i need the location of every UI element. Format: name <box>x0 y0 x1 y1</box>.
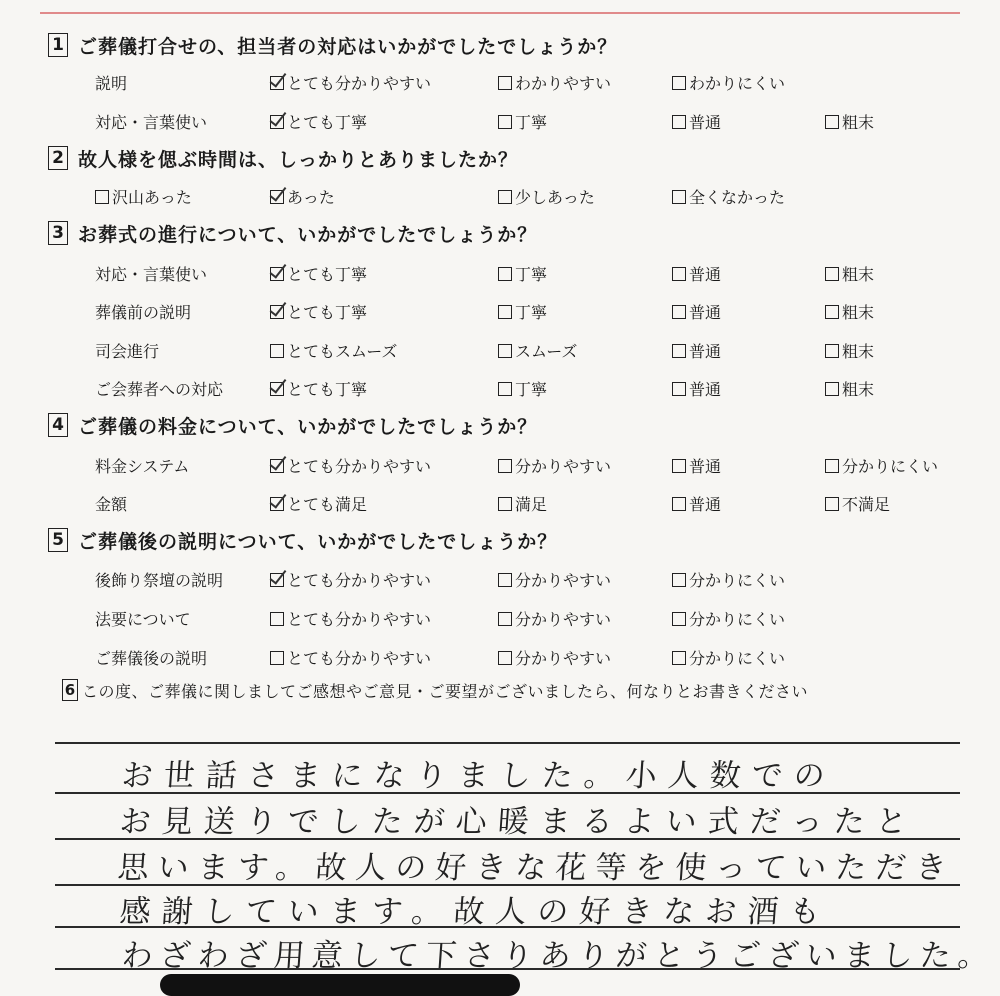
option[interactable]: とても満足 <box>270 492 367 515</box>
row-label: 金額 <box>95 495 128 514</box>
row-label: 後飾り祭壇の説明 <box>95 571 224 590</box>
row-label: 説明 <box>95 74 128 93</box>
answer-row <box>0 335 1000 365</box>
option[interactable]: 粗末 <box>825 339 874 362</box>
checkbox[interactable] <box>672 382 686 396</box>
question-text: 故人様を偲ぶ時間は、しっかりとありましたか？ <box>78 148 519 171</box>
option[interactable]: とても分かりやすい <box>270 454 431 477</box>
checked-checkbox[interactable] <box>270 382 284 396</box>
handwritten-line: お世話さまになりました。小人数での <box>120 758 838 794</box>
checkbox[interactable] <box>95 190 109 204</box>
question-number: 4 <box>48 413 68 437</box>
checkbox[interactable] <box>825 305 839 319</box>
checkbox[interactable] <box>672 612 686 626</box>
option[interactable]: 分かりにくい <box>672 646 785 669</box>
checked-checkbox[interactable] <box>270 305 284 319</box>
checkbox[interactable] <box>270 612 284 626</box>
option[interactable]: 分かりにくい <box>825 454 938 477</box>
row-label: 司会進行 <box>95 342 160 361</box>
answer-row <box>0 106 1000 136</box>
option[interactable]: 粗末 <box>825 262 874 285</box>
option[interactable]: 分かりにくい <box>672 607 785 630</box>
option[interactable]: 分かりにくい <box>672 568 785 591</box>
option[interactable]: 丁寧 <box>498 377 547 400</box>
row-label: 法要について <box>95 610 191 629</box>
question-5 <box>48 525 557 555</box>
option[interactable]: 満足 <box>498 492 547 515</box>
question-number: 2 <box>48 146 68 170</box>
option[interactable]: とてもスムーズ <box>270 339 397 362</box>
question-2 <box>48 143 518 173</box>
question-text: この度、ご葬儀に関しましてご感想やご意見・ご要望がございましたら、何なりとお書きください <box>82 681 809 701</box>
row-label: 葬儀前の説明 <box>95 303 192 322</box>
checkbox[interactable] <box>270 651 284 665</box>
answer-row <box>0 67 1000 97</box>
option[interactable]: 粗末 <box>825 110 874 133</box>
checkbox[interactable] <box>672 305 686 319</box>
option[interactable]: 普通 <box>672 262 721 285</box>
option[interactable]: 分かりやすい <box>498 568 611 591</box>
row-label: 対応・言葉使い <box>95 265 208 284</box>
checkbox[interactable] <box>498 115 512 129</box>
question-text: お葬式の進行について、いかがでしたでしょうか？ <box>78 223 538 246</box>
checkbox[interactable] <box>672 267 686 281</box>
checked-checkbox[interactable] <box>270 459 284 473</box>
option[interactable]: 分かりやすい <box>498 646 611 669</box>
question-number: 5 <box>48 528 68 552</box>
checkbox[interactable] <box>825 115 839 129</box>
question-number: 1 <box>48 33 68 57</box>
checkbox[interactable] <box>825 267 839 281</box>
row-label: ご会葬者への対応 <box>95 380 224 399</box>
handwritten-line: お見送りでしたが心暖まるよい式だったと <box>118 804 920 840</box>
option[interactable]: とても分かりやすい <box>270 568 431 591</box>
checkbox[interactable] <box>498 267 512 281</box>
option[interactable]: 普通 <box>672 377 721 400</box>
checkbox[interactable] <box>498 76 512 90</box>
checkbox[interactable] <box>672 115 686 129</box>
checkbox[interactable] <box>672 344 686 358</box>
checkbox[interactable] <box>672 497 686 511</box>
checkbox[interactable] <box>825 459 839 473</box>
checked-checkbox[interactable] <box>270 497 284 511</box>
option[interactable]: 普通 <box>672 454 721 477</box>
question-text: ご葬儀打合せの、担当者の対応はいかがでしたでしょうか？ <box>78 35 618 58</box>
checkbox[interactable] <box>825 497 839 511</box>
writing-line <box>55 742 960 744</box>
answer-row <box>0 181 1000 211</box>
checkbox[interactable] <box>498 459 512 473</box>
checkbox[interactable] <box>498 612 512 626</box>
checkbox[interactable] <box>498 190 512 204</box>
checkbox[interactable] <box>498 573 512 587</box>
option[interactable]: とても丁寧 <box>270 262 367 285</box>
checkbox[interactable] <box>672 651 686 665</box>
checked-checkbox[interactable] <box>270 190 284 204</box>
checked-checkbox[interactable] <box>270 115 284 129</box>
top-red-rule <box>40 12 960 14</box>
question-number: 3 <box>48 221 68 245</box>
option[interactable]: 沢山あった <box>95 185 192 208</box>
option[interactable]: 普通 <box>672 492 721 515</box>
checkbox[interactable] <box>498 497 512 511</box>
answer-row <box>0 373 1000 403</box>
checkbox[interactable] <box>270 344 284 358</box>
question-6 <box>62 675 808 705</box>
checkbox[interactable] <box>498 382 512 396</box>
checked-checkbox[interactable] <box>270 267 284 281</box>
row-label: 対応・言葉使い <box>95 113 208 132</box>
option[interactable]: 分かりやすい <box>498 454 611 477</box>
row-label: ご葬儀後の説明 <box>95 649 208 668</box>
option[interactable]: 粗末 <box>825 300 874 323</box>
option[interactable]: とても分かりやすい <box>270 71 431 94</box>
option[interactable]: とても丁寧 <box>270 300 367 323</box>
answer-row <box>0 564 1000 594</box>
option[interactable]: 丁寧 <box>498 110 547 133</box>
scan-shadow <box>160 974 520 996</box>
question-3 <box>48 218 537 248</box>
option[interactable]: 粗末 <box>825 377 874 400</box>
checkbox[interactable] <box>672 573 686 587</box>
option[interactable]: とても分かりやすい <box>270 646 431 669</box>
option[interactable]: とても丁寧 <box>270 377 367 400</box>
handwritten-line: わざわざ用意して下さりありがとうございました。 <box>120 938 998 974</box>
checkbox[interactable] <box>672 190 686 204</box>
option[interactable]: 普通 <box>672 110 721 133</box>
checkbox[interactable] <box>498 344 512 358</box>
checked-checkbox[interactable] <box>270 76 284 90</box>
option[interactable]: 丁寧 <box>498 300 547 323</box>
option[interactable]: スムーズ <box>498 339 577 362</box>
answer-row <box>0 296 1000 326</box>
option[interactable]: とても分かりやすい <box>270 607 431 630</box>
answer-row <box>0 450 1000 480</box>
option[interactable]: 分かりやすい <box>498 607 611 630</box>
option[interactable]: 少しあった <box>498 185 595 208</box>
answer-row <box>0 488 1000 518</box>
option[interactable]: 丁寧 <box>498 262 547 285</box>
checked-checkbox[interactable] <box>270 573 284 587</box>
checkbox[interactable] <box>498 305 512 319</box>
question-number: 6 <box>62 679 78 701</box>
option[interactable]: 全くなかった <box>672 185 785 208</box>
option[interactable]: わかりにくい <box>672 71 785 94</box>
option[interactable]: 普通 <box>672 339 721 362</box>
handwritten-line: 感謝しています。故人の好きなお酒も <box>118 894 833 930</box>
option[interactable]: わかりやすい <box>498 71 611 94</box>
checkbox[interactable] <box>498 651 512 665</box>
question-text: ご葬儀の料金について、いかがでしたでしょうか？ <box>78 415 538 438</box>
answer-row <box>0 258 1000 288</box>
question-1 <box>48 30 617 60</box>
checkbox[interactable] <box>825 382 839 396</box>
option[interactable]: 不満足 <box>825 492 890 515</box>
option[interactable]: とても丁寧 <box>270 110 367 133</box>
option[interactable]: 普通 <box>672 300 721 323</box>
answer-row <box>0 642 1000 672</box>
handwritten-line: 思います。故人の好きな花等を使っていただき <box>116 850 957 886</box>
question-text: ご葬儀後の説明について、いかがでしたでしょうか？ <box>78 530 558 553</box>
answer-row <box>0 603 1000 633</box>
row-label: 料金システム <box>95 457 190 476</box>
checkbox[interactable] <box>672 459 686 473</box>
question-4 <box>48 410 537 440</box>
option[interactable]: あった <box>270 185 335 208</box>
checkbox[interactable] <box>672 76 686 90</box>
checkbox[interactable] <box>825 344 839 358</box>
